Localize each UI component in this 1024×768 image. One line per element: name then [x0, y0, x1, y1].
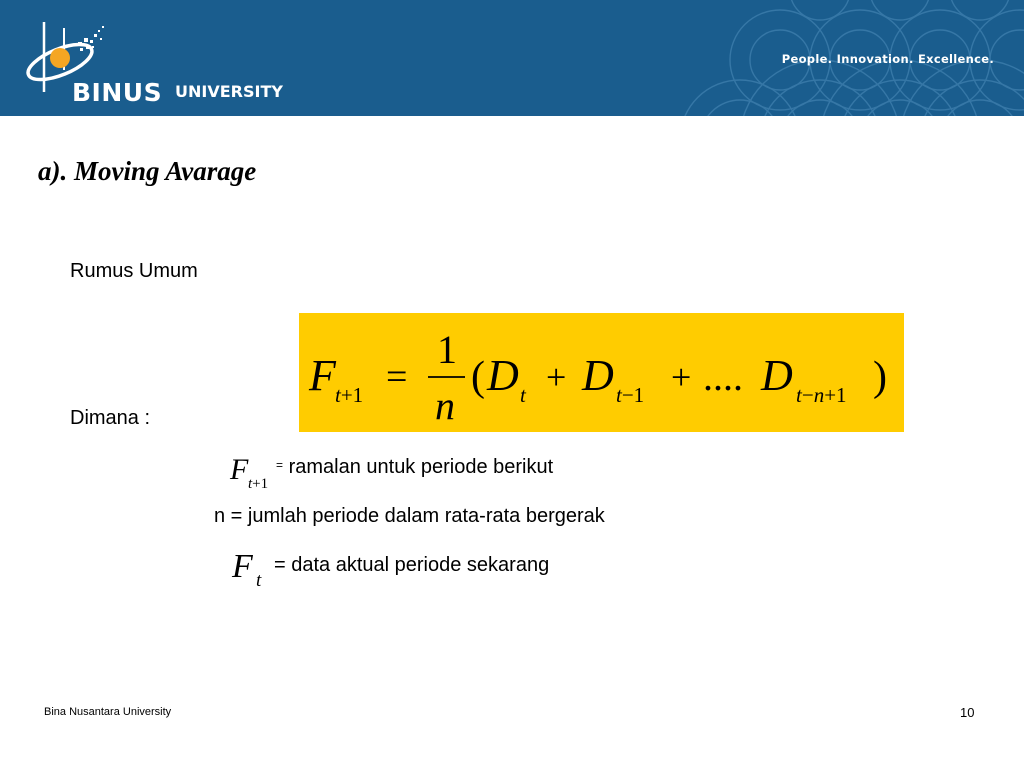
- formula-equals: =: [386, 356, 408, 398]
- legend-item3-subscript: t: [256, 570, 262, 591]
- dimana-label: Dimana :: [70, 407, 151, 429]
- formula-lhs-subscript: t+1: [335, 383, 364, 407]
- legend-item1-description: [276, 456, 553, 479]
- formula-lhs-symbol: F: [309, 351, 336, 400]
- legend-item1-symbol: [228, 448, 278, 494]
- footer-page-number: 10: [960, 705, 975, 720]
- formula-term1-subscript: t: [520, 383, 526, 407]
- formula-close-paren: ): [873, 354, 887, 400]
- formula-term2-subscript: t−1: [616, 383, 645, 407]
- formula-term1-symbol: D: [487, 351, 519, 400]
- formula-plus-2: +: [671, 357, 692, 397]
- legend-item3-symbol-letter: F: [232, 548, 253, 585]
- formula-term3-subscript: t−n+1: [796, 383, 847, 407]
- legend-item3-symbol: [230, 542, 272, 592]
- legend-item3-description: = data aktual periode sekarang: [274, 554, 550, 576]
- formula-box: [299, 313, 904, 432]
- footer-organization: Bina Nusantara University: [44, 706, 172, 718]
- formula-open-paren: (: [471, 354, 485, 400]
- formula-plus-1: +: [546, 357, 567, 397]
- formula-fraction-denominator: n: [435, 383, 455, 428]
- legend-item1-equals: =: [276, 458, 284, 472]
- rumus-umum-label: Rumus Umum: [70, 260, 198, 282]
- formula-fraction-numerator: 1: [437, 327, 457, 372]
- moving-average-formula: [299, 313, 904, 432]
- slide-title: a). Moving Avarage: [38, 156, 257, 186]
- logo-brand-text: BINUS: [72, 78, 163, 107]
- formula-term3-symbol: D: [761, 351, 793, 400]
- legend-item1-subscript: t+1: [248, 476, 269, 492]
- header-tagline: People. Innovation. Excellence.: [781, 52, 994, 66]
- logo-university-text: UNIVERSITY: [175, 82, 283, 101]
- legend-item2-description: n = jumlah periode dalam rata-rata bergerak: [214, 505, 605, 527]
- formula-ellipsis: ....: [703, 354, 743, 399]
- slide-header: [0, 0, 1024, 116]
- legend-item1-symbol-letter: F: [230, 453, 249, 486]
- binus-logo: [20, 18, 300, 108]
- legend-item1-text: ramalan untuk periode berikut: [283, 456, 554, 478]
- formula-term2-symbol: D: [582, 351, 614, 400]
